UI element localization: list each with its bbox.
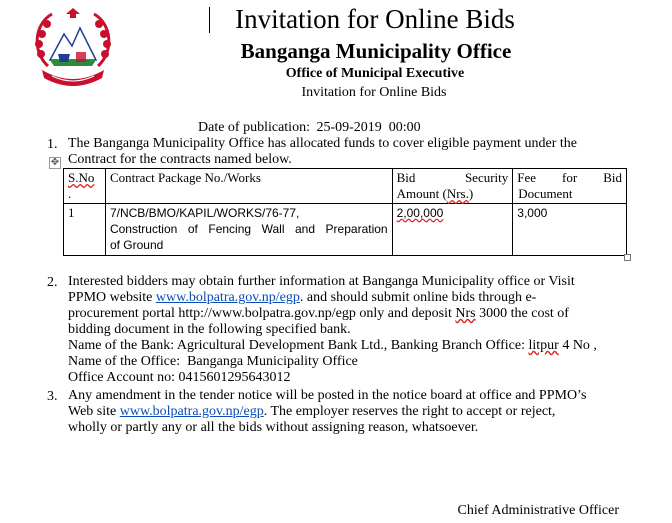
item-number: 3.	[47, 389, 58, 404]
cell-sno: 1	[64, 204, 106, 256]
office-subtitle: Office of Municipal Executive	[285, 66, 465, 81]
publication-label: Date of publication:	[198, 120, 310, 135]
table-resize-handle[interactable]	[624, 254, 631, 261]
item-number: 2.	[47, 275, 58, 290]
page-title: Invitation for Online Bids	[235, 4, 515, 34]
header-bid-security: Bid Security Amount (Nrs.)	[392, 169, 513, 204]
item-1-line2: Contract for the contracts named below.	[68, 152, 292, 167]
cell-bid-security: 2,00,000	[392, 204, 513, 256]
signature-title: Chief Administrative Officer	[457, 503, 619, 518]
contract-table	[63, 168, 627, 256]
header-package: Contract Package No./Works	[105, 169, 392, 204]
table-header-row	[64, 169, 627, 204]
header-sno: S.No .	[64, 169, 106, 204]
bolpatra-link[interactable]: www.bolpatra.gov.np/egp	[119, 404, 264, 419]
item-1-line1: The Banganga Municipality Office has allocated funds to cover eligible payment under the	[68, 136, 578, 151]
publication-value: 25-09-2019 00:00	[316, 120, 421, 135]
item-3-text: Any amendment in the tender notice will be posted in the notice board at office and PPMO’s Web site www.bolpatra.gov.np/egp. The employer reserves the right to accept or reject, wholly or partly any or all the bids without assigning reason, whatsoever.	[68, 388, 587, 435]
notice-subtitle: Invitation for Online Bids	[301, 85, 447, 100]
cell-package: 7/NCB/BMO/KAPIL/WORKS/76-77, Construction of Fencing Wall and Preparation of Ground	[105, 204, 392, 256]
office-name: Banganga Municipality Office	[240, 39, 512, 63]
publication-date	[198, 119, 421, 136]
bolpatra-link[interactable]: www.bolpatra.gov.np/egp	[155, 290, 300, 305]
table-move-handle-icon[interactable]: ✥	[50, 157, 60, 168]
table-row	[64, 204, 627, 256]
item-2-text: Interested bidders may obtain further information at Banganga Municipality office or Visit PPMO website www.bolpatra.gov.np/egp. and should submit online bids through e- procurement portal http://www.bolpatra.gov.np/egp only and deposit Nrs 3000 the cost of bidding document in the following specified bank. Name of the Bank: Agricultural Development Bank Ltd., Banking Branch Office: litpur 4 No , Name of the Office: Banganga Municipality Office Office Account no: 0415601295643012	[68, 274, 597, 385]
header-fee: Fee for Bid Document	[513, 169, 627, 204]
item-number: 1.	[47, 137, 58, 152]
cell-fee: 3,000	[513, 204, 627, 256]
item-1-text	[68, 136, 621, 168]
text-cursor	[209, 7, 210, 33]
